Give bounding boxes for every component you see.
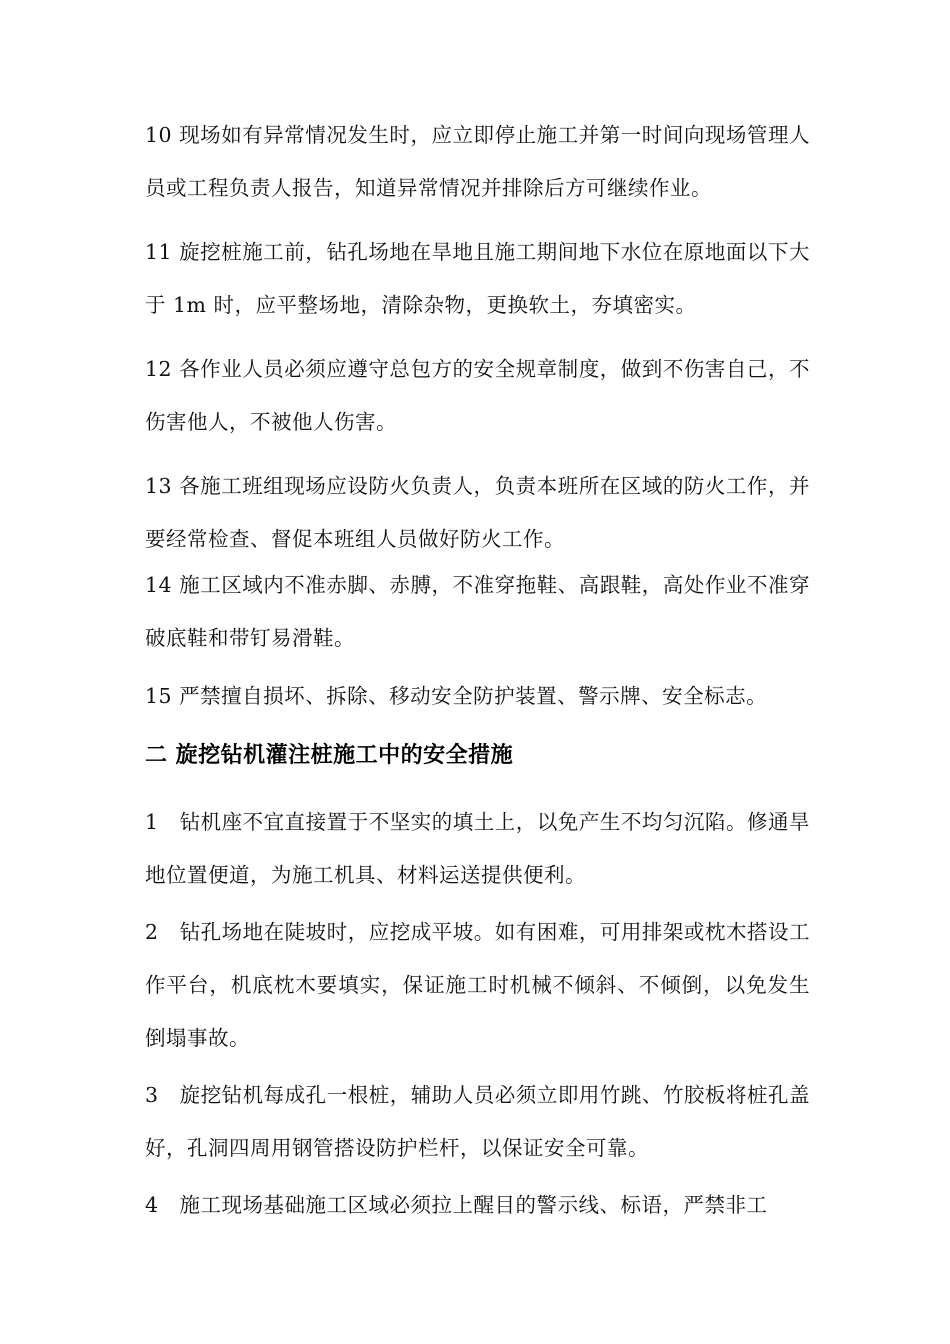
section-heading: 二 旋挖钻机灌注桩施工中的安全措施 <box>145 743 514 768</box>
paragraph-item-15: 15 严禁擅自损坏、拆除、移动安全防护装置、警示牌、安全标志。 <box>145 684 768 708</box>
section-item-4: 4 施工现场基础施工区域必须拉上醒目的警示线、标语，严禁非工 <box>145 1193 768 1217</box>
section-item-1: 1 钻机座不宜直接置于不坚实的填土上，以免产生不均匀沉陷。修通旱地位置便道，为施工机具、材料运送提供便利。 <box>145 810 810 887</box>
paragraph-item-12: 12 各作业人员必须应遵守总包方的安全规章制度，做到不伤害自己，不伤害他人，不被他人伤害。 <box>145 357 810 434</box>
section-item-2: 2 钻孔场地在陡坡时，应挖成平坡。如有困难，可用排架或枕木搭设工作平台，机底枕木要填实，保证施工时机械不倾斜、不倾倒，以免发生倒塌事故。 <box>145 920 810 1050</box>
paragraph-item-14: 14 施工区域内不准赤脚、赤膊，不准穿拖鞋、高跟鞋，高处作业不准穿破底鞋和带钉易滑鞋。 <box>145 573 810 650</box>
paragraph-item-13: 13 各施工班组现场应设防火负责人，负责本班所在区域的防火工作，并要经常检查、督促本班组人员做好防火工作。 <box>145 474 810 551</box>
paragraph-item-10: 10 现场如有异常情况发生时，应立即停止施工并第一时间向现场管理人员或工程负责人报告，知道异常情况并排除后方可继续作业。 <box>145 123 810 200</box>
section-item-3: 3 旋挖钻机每成孔一根桩，辅助人员必须立即用竹跳、竹胶板将桩孔盖好，孔洞四周用钢管搭设防护栏杆，以保证安全可靠。 <box>145 1083 810 1160</box>
paragraph-item-11: 11 旋挖桩施工前，钻孔场地在旱地且施工期间地下水位在原地面以下大于 1m 时，应平整场地，清除杂物，更换软土，夯填密实。 <box>145 240 810 317</box>
